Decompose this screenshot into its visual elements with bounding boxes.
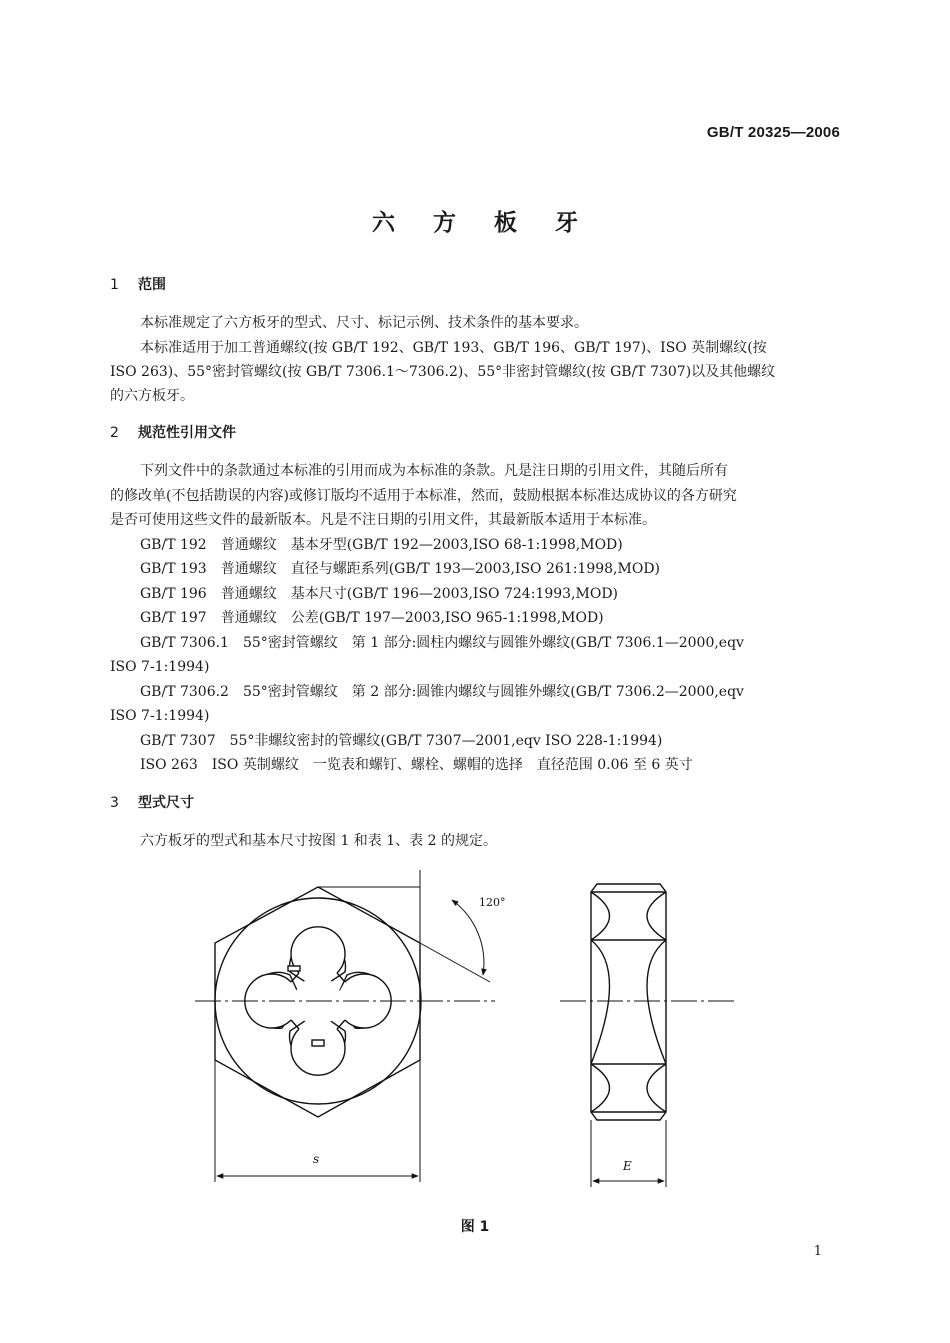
angle-label: 120° — [479, 896, 506, 909]
page-number: 1 — [813, 1244, 822, 1259]
side-view — [591, 884, 666, 1120]
section-2-number: 2 — [110, 425, 119, 441]
section-2-paragraph-line-3: 是否可使用这些文件的最新版本。凡是不注日期的引用文件，其最新版本适用于本标准。 — [110, 512, 656, 528]
reference-item: GB/T 7306.2 55°密封管螺纹 第 2 部分:圆锥内螺纹与圆锥外螺纹(GB/T 7306.2—2000,eqv — [140, 684, 744, 700]
reference-item: GB/T 192 普通螺纹 基本牙型(GB/T 192—2003,ISO 68-1:1998,MOD) — [140, 537, 623, 553]
dimension-e-label: E — [623, 1159, 632, 1173]
angle-annotation — [318, 870, 490, 982]
section-1-number: 1 — [110, 277, 119, 293]
section-1-title: 范围 — [138, 277, 166, 293]
reference-item-continued: ISO 7-1:1994) — [110, 659, 210, 675]
reference-item-continued: ISO 7-1:1994) — [110, 708, 210, 724]
section-1-paragraph-2-line-2: ISO 263)、55°密封管螺纹(按 GB/T 7306.1～7306.2)、55°非密封管螺纹(按 GB/T 7307)以及其他螺纹 — [110, 364, 776, 380]
reference-item: GB/T 193 普通螺纹 直径与螺距系列(GB/T 193—2003,ISO 261:1998,MOD) — [140, 561, 661, 577]
reference-item: GB/T 196 普通螺纹 基本尺寸(GB/T 196—2003,ISO 724:1993,MOD) — [140, 586, 619, 602]
page-title: 六方板牙 — [372, 209, 616, 236]
dimension-e — [591, 1120, 666, 1187]
standard-number: GB/T 20325—2006 — [706, 124, 840, 141]
reference-item: GB/T 7306.1 55°密封管螺纹 第 1 部分:圆柱内螺纹与圆锥外螺纹(GB/T 7306.1—2000,eqv — [140, 635, 744, 651]
section-3-paragraph: 六方板牙的型式和基本尺寸按图 1 和表 1、表 2 的规定。 — [140, 833, 497, 849]
reference-item: GB/T 197 普通螺纹 公差(GB/T 197—2003,ISO 965-1:1998,MOD) — [140, 610, 604, 626]
section-3-title: 型式尺寸 — [138, 795, 194, 811]
section-3-number: 3 — [110, 795, 119, 811]
section-2-paragraph-line-1: 下列文件中的条款通过本标准的引用而成为本标准的条款。凡是注日期的引用文件，其随后所有 — [140, 463, 728, 479]
section-1-paragraph-2-line-1: 本标准适用于加工普通螺纹(按 GB/T 192、GB/T 193、GB/T 196、GB/T 197)、ISO 英制螺纹(按 — [140, 340, 767, 356]
figure-caption: 图 1 — [460, 1219, 490, 1235]
section-1-paragraph-2-line-3: 的六方板牙。 — [110, 388, 194, 404]
section-1-paragraph-1: 本标准规定了六方板牙的型式、尺寸、标记示例、技术条件的基本要求。 — [140, 315, 588, 331]
dimension-s-label: s — [313, 1152, 320, 1166]
reference-item: ISO 263 ISO 英制螺纹 一览表和螺钉、螺栓、螺帽的选择 直径范围 0.06 至 6 英寸 — [140, 757, 693, 773]
reference-item: GB/T 7307 55°非螺纹密封的管螺纹(GB/T 7307—2001,eqv ISO 228-1:1994) — [140, 733, 663, 749]
section-2-title: 规范性引用文件 — [138, 425, 236, 441]
section-2-paragraph-line-2: 的修改单(不包括勘误的内容)或修订版均不适用于本标准，然而，鼓励根据本标准达成协议的各方研究 — [110, 488, 737, 504]
